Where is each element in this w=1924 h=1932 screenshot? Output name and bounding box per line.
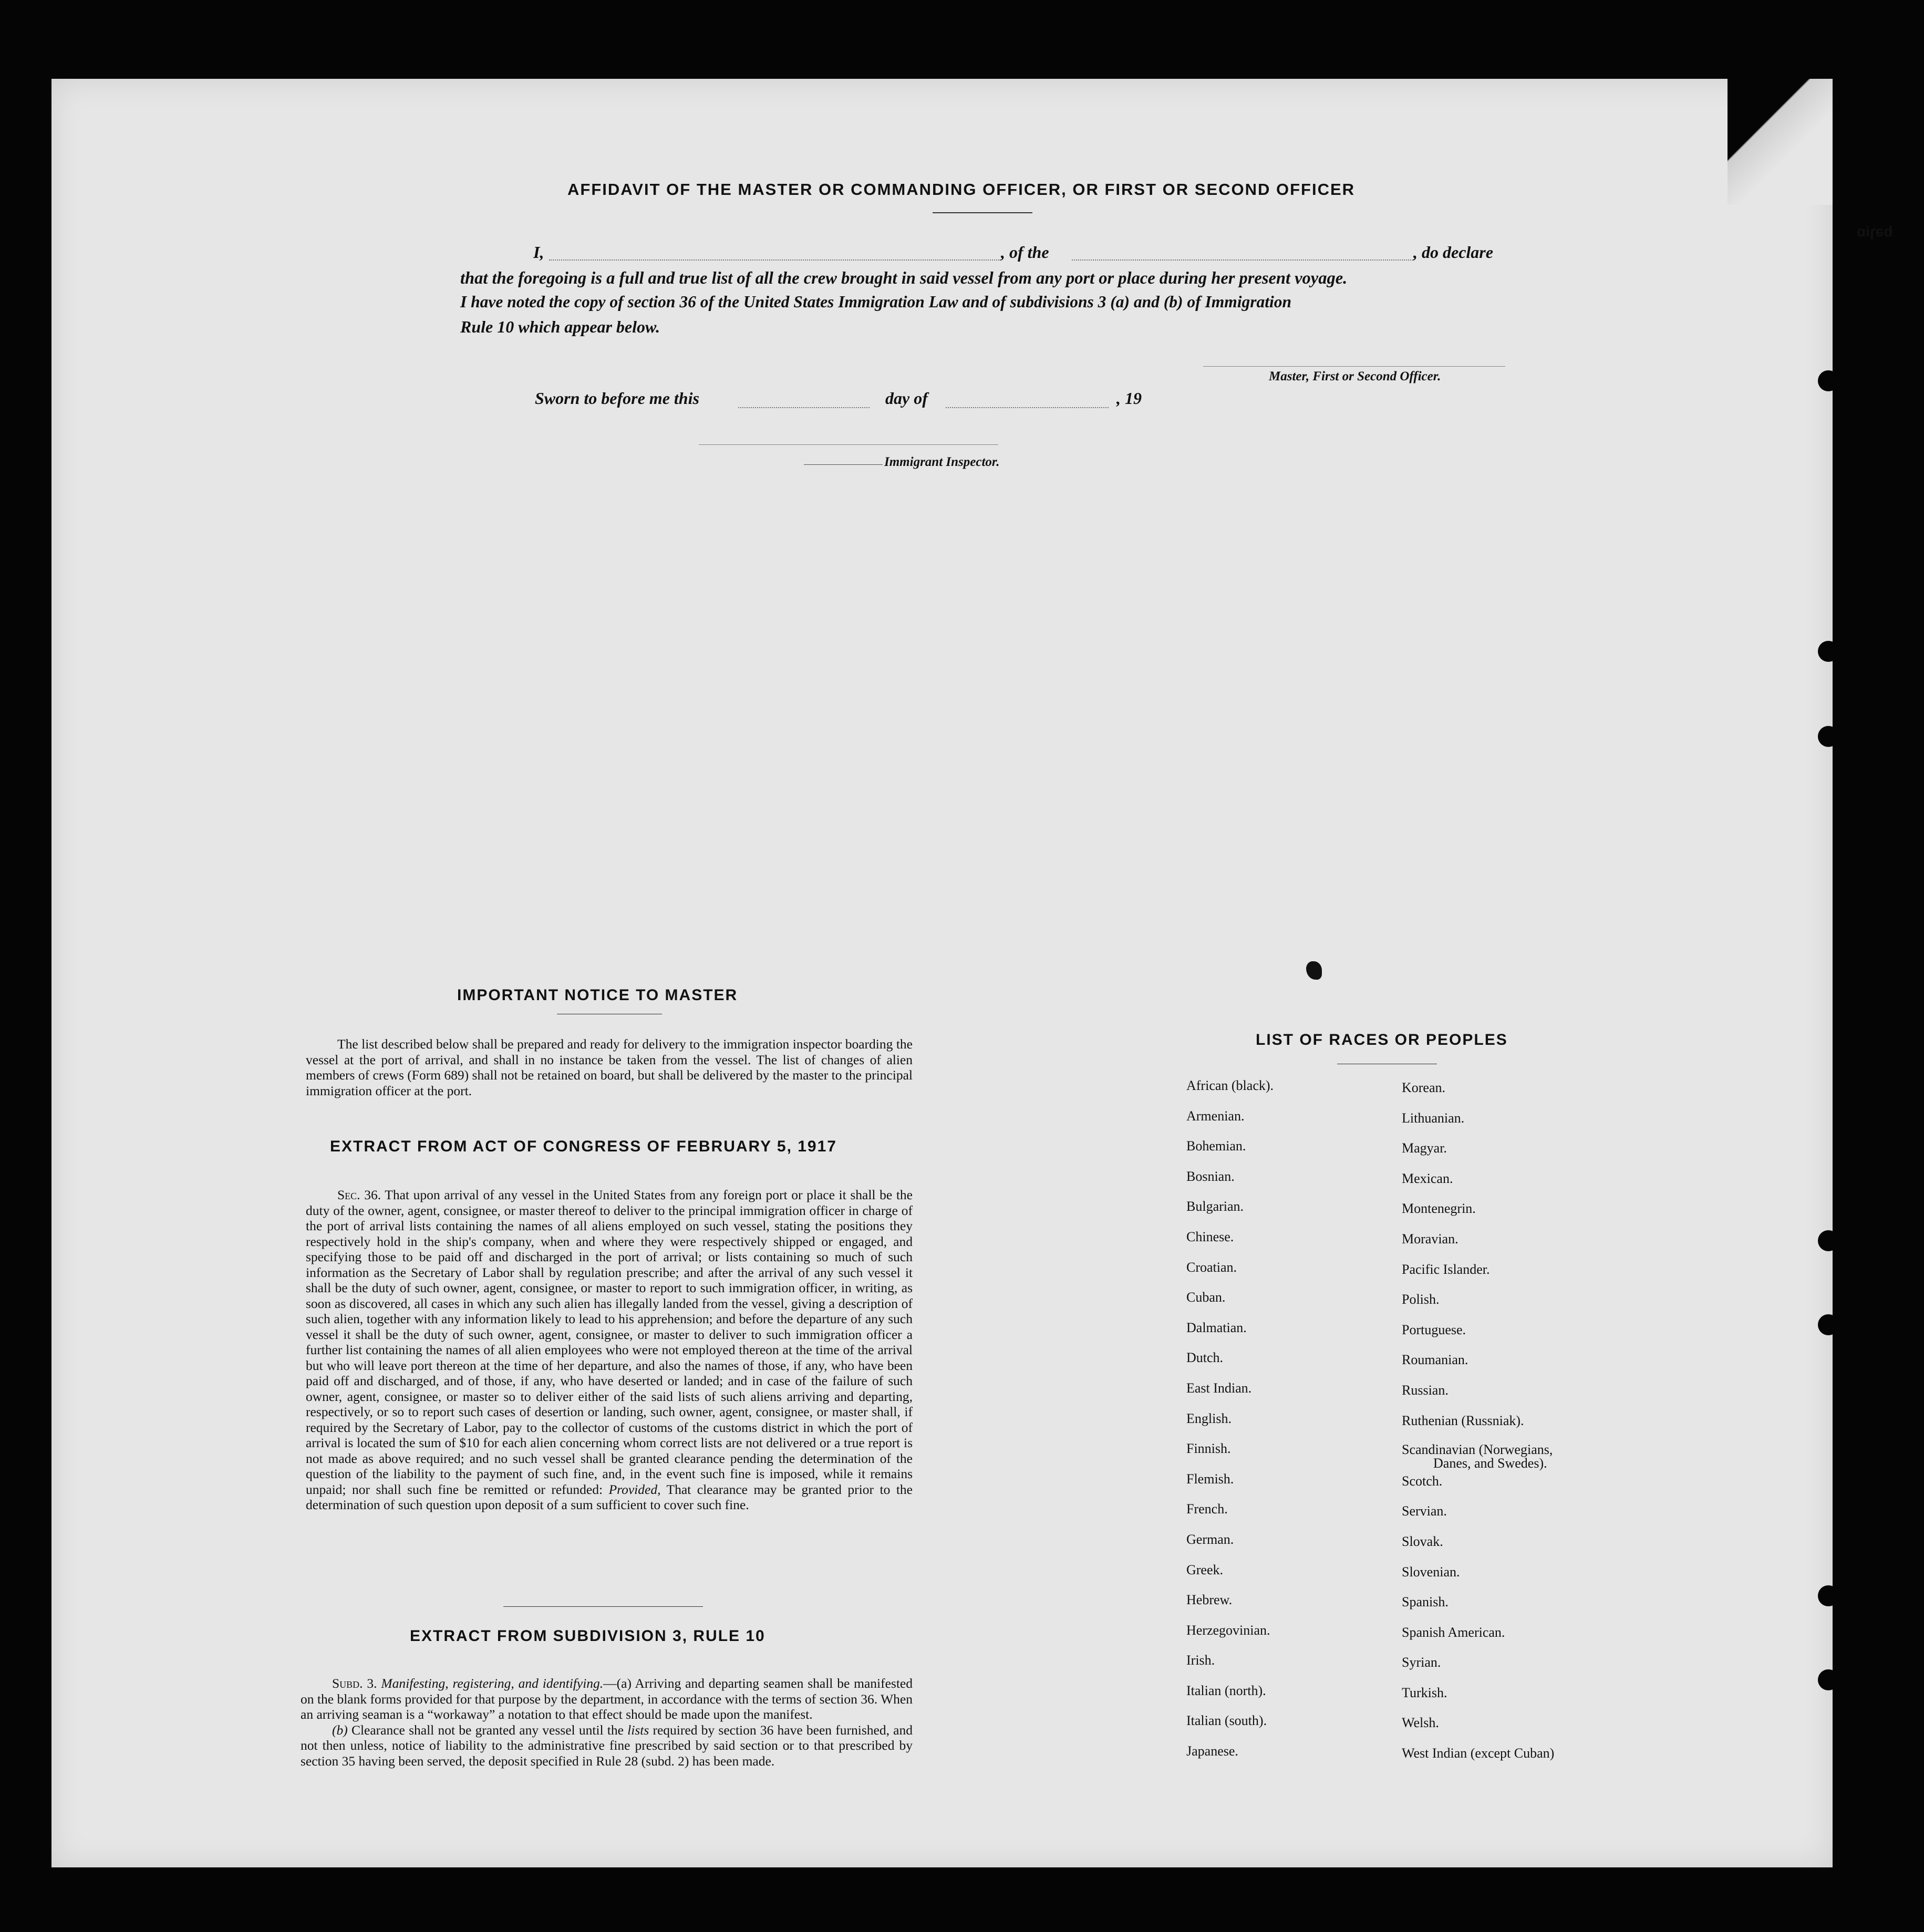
punch-hole-icon	[1818, 370, 1839, 391]
notice-paragraph: The list described below shall be prepared and ready for delivery to the immigration inspector boarding the vessel at the port of arrival, and shall in no instance be taken from the vessel. The list of changes of alien members of crews (Form 689) shall not be retained on board, but shall be delivered by the master to the principal immigration officer at the port.	[306, 1036, 913, 1098]
race-item: Scotch.	[1402, 1473, 1443, 1489]
inspector-signature-line-short	[804, 464, 883, 465]
act-text	[306, 1187, 913, 1513]
inspector-label: Immigrant Inspector.	[884, 455, 1000, 469]
affidavit-line2: that the foregoing is a full and true list of all the crew brought in said vessel from any port or place during her present voyage.	[460, 269, 1348, 288]
race-item: Croatian.	[1186, 1259, 1237, 1275]
master-signature-label: Master, First or Second Officer.	[1269, 369, 1441, 383]
race-item: Italian (south).	[1186, 1713, 1267, 1729]
affidavit-line4: Rule 10 which appear below.	[460, 317, 660, 336]
races-title: LIST OF RACES OR PEOPLES	[1256, 1031, 1508, 1048]
race-item: Hebrew.	[1186, 1592, 1233, 1608]
race-item: Flemish.	[1186, 1471, 1234, 1487]
rule-text	[301, 1676, 913, 1769]
act-divider	[503, 1606, 703, 1607]
race-item: German.	[1186, 1531, 1234, 1547]
month-blank[interactable]	[946, 407, 1109, 408]
name-blank[interactable]	[549, 259, 1001, 261]
race-item: Chinese.	[1186, 1229, 1234, 1244]
document-sheet	[51, 79, 1833, 1867]
race-item: Slovenian.	[1402, 1564, 1460, 1580]
race-item: Dalmatian.	[1186, 1320, 1247, 1335]
race-item: Dutch.	[1186, 1350, 1224, 1366]
race-item: Italian (north).	[1186, 1682, 1266, 1698]
b-lists-word: lists	[627, 1722, 649, 1738]
race-item-line2: Danes, and Swedes).	[1433, 1456, 1547, 1471]
race-item: African (black).	[1186, 1078, 1274, 1093]
subd-label: Subd. 3.	[332, 1676, 377, 1691]
punch-hole-icon	[1818, 1314, 1839, 1335]
subd-a-body: —(a) Arriving and departing seamen shall be manifested on the blank forms provided for that purpose by the department, in accordance with the terms of section 36. When an arriving seaman is a “workaway” a notation to that effect should be made upon the manifest.	[301, 1676, 913, 1722]
race-item: West Indian (except Cuban)	[1402, 1746, 1555, 1761]
edge-mark: bəɿiɒ	[1856, 223, 1892, 240]
race-item: Lithuanian.	[1402, 1110, 1465, 1126]
act-title: EXTRACT FROM ACT OF CONGRESS OF FEBRUARY 5, 1917	[330, 1138, 837, 1155]
punch-hole-icon	[1818, 1669, 1839, 1690]
race-item: Spanish.	[1402, 1594, 1449, 1610]
race-item: Montenegrin.	[1402, 1201, 1476, 1217]
b-body-2: required by section 36 have been furnished, and not then unless, notice of liability to the administrative fine prescribed by said section or to that prescribed by section 35 having been served, the deposit specified in Rule 28 (subd. 2) has been made.	[301, 1722, 913, 1769]
race-item: Slovak.	[1402, 1533, 1443, 1549]
race-item: French.	[1186, 1501, 1228, 1517]
race-item: Welsh.	[1402, 1715, 1439, 1731]
race-item: Bosnian.	[1186, 1168, 1235, 1184]
b-body-1: Clearance shall not be granted any vessel until the	[351, 1722, 624, 1738]
subd-a-paragraph	[301, 1676, 913, 1722]
race-item: Turkish.	[1402, 1685, 1447, 1700]
race-item: Cuban.	[1186, 1290, 1226, 1305]
affidavit-line1-i: I,	[533, 243, 544, 262]
provided-word: Provided,	[608, 1481, 661, 1497]
race-item: Korean.	[1402, 1080, 1446, 1095]
subd-b-paragraph	[301, 1722, 913, 1769]
race-item: Finnish.	[1186, 1441, 1231, 1457]
race-item: Russian.	[1402, 1382, 1449, 1398]
races-left-column	[1186, 1078, 1274, 1774]
race-item: Greek.	[1186, 1562, 1224, 1577]
race-item: Roumanian.	[1402, 1352, 1468, 1368]
vessel-blank[interactable]	[1072, 259, 1413, 261]
race-item: Syrian.	[1402, 1655, 1441, 1670]
subd-heading: Manifesting, registering, and identifying.	[381, 1676, 604, 1691]
race-item	[1402, 1443, 1554, 1473]
section-36-paragraph	[306, 1187, 913, 1513]
race-item: Ruthenian (Russniak).	[1402, 1412, 1524, 1428]
race-item: Mexican.	[1402, 1170, 1453, 1186]
punch-hole-icon	[1818, 1230, 1839, 1251]
race-item-line1: Scandinavian (Norwegians,	[1402, 1442, 1553, 1458]
rule-title: EXTRACT FROM SUBDIVISION 3, RULE 10	[410, 1627, 766, 1645]
b-label: (b)	[332, 1722, 348, 1738]
notice-title: IMPORTANT NOTICE TO MASTER	[457, 986, 738, 1004]
race-item: East Indian.	[1186, 1380, 1252, 1396]
day-blank[interactable]	[738, 407, 870, 408]
sec-body: That upon arrival of any vessel in the United States from any foreign port or place it shall be the duty of the owner, agent, consignee, or master thereof to deliver to the principal immigration officer in charge of the port of arrival lists containing the names of all aliens employed on such vessel, stating the positions they respectively hold in the ship's company, when and where they were respectively shipped or engaged, and specifying those to be paid off and discharged in the port of arrival; or lists containing so much of such information as the Secretary of Labor shall by regulation prescribe; and after the arrival of any such vessel it shall be the duty of such owner, agent, consignee, or master to report to such immigration officer, in writing, as soon as discovered, all cases in which any such alien has illegally landed from the vessel, giving a description of such alien, together with any information likely to lead to his apprehension; and before the departure of any such vessel it shall be the duty of such owner, agent, consignee, or master to deliver to such immigration officer a further list containing the names of all alien employees who were not employed thereon at the time of the arrival but who will leave port thereon at the time of her departure, and also the names of those, if any, who have been paid off and discharged, and of those, if any, who have deserted or landed; and in case of the failure of such owner, agent, consignee, or master so to deliver either of the said lists of such aliens arriving and departing, respectively, or so to report such cases of desertion or landing, such owner, agent, consignee, or master shall, if required by the Secretary of Labor, pay to the collector of customs of the customs district in which the port of arrival is located the sum of $10 for each alien concerning whom correct lists are not delivered or a true report is not made as above required; and no such vessel shall be granted clearance pending the determination of the question of the liability to the payment of such fine, and, in the event such fine is imposed, while it remains unpaid; nor shall such fine be remitted or refunded:	[306, 1187, 913, 1497]
day-of-label: day of	[885, 389, 928, 408]
race-item: Japanese.	[1186, 1743, 1238, 1759]
sec-body-end: That clearance may be granted prior to the determination of such question upon deposit of a sum sufficient to cover such fine.	[306, 1481, 913, 1512]
year-label: , 19	[1116, 389, 1142, 408]
race-item: Armenian.	[1186, 1108, 1245, 1124]
title-divider	[933, 212, 1032, 213]
race-item: Portuguese.	[1402, 1322, 1466, 1337]
master-signature-line[interactable]	[1203, 366, 1505, 367]
sworn-label: Sworn to before me this	[535, 389, 699, 408]
race-item: Spanish American.	[1402, 1624, 1505, 1640]
race-item: Irish.	[1186, 1653, 1215, 1668]
race-item: Magyar.	[1402, 1140, 1447, 1156]
race-item: Moravian.	[1402, 1231, 1458, 1247]
notice-text	[306, 1036, 913, 1098]
inspector-signature-line[interactable]	[699, 444, 998, 445]
affidavit-line1-of-the: , of the	[1001, 243, 1049, 262]
race-item: Bulgarian.	[1186, 1199, 1244, 1214]
punch-hole-icon	[1818, 1585, 1839, 1606]
sec-label: Sec. 36.	[337, 1187, 381, 1202]
race-item: Bohemian.	[1186, 1138, 1246, 1154]
affidavit-title: AFFIDAVIT OF THE MASTER OR COMMANDING OFFICER, OR FIRST OR SECOND OFFICER	[567, 180, 1356, 199]
race-item: Pacific Islander.	[1402, 1261, 1490, 1277]
torn-corner	[1728, 79, 1833, 205]
race-item: Polish.	[1402, 1292, 1440, 1307]
punch-hole-icon	[1818, 641, 1839, 662]
race-item: English.	[1186, 1410, 1232, 1426]
race-item: Herzegovinian.	[1186, 1622, 1270, 1638]
race-item: Servian.	[1402, 1503, 1447, 1519]
punch-hole-icon	[1818, 726, 1839, 747]
races-right-column	[1402, 1080, 1554, 1776]
affidavit-line3: I have noted the copy of section 36 of the United States Immigration Law and of subdivisions 3 (a) and (b) of Immigration	[460, 293, 1292, 311]
affidavit-line1-declare: , do declare	[1413, 243, 1493, 262]
